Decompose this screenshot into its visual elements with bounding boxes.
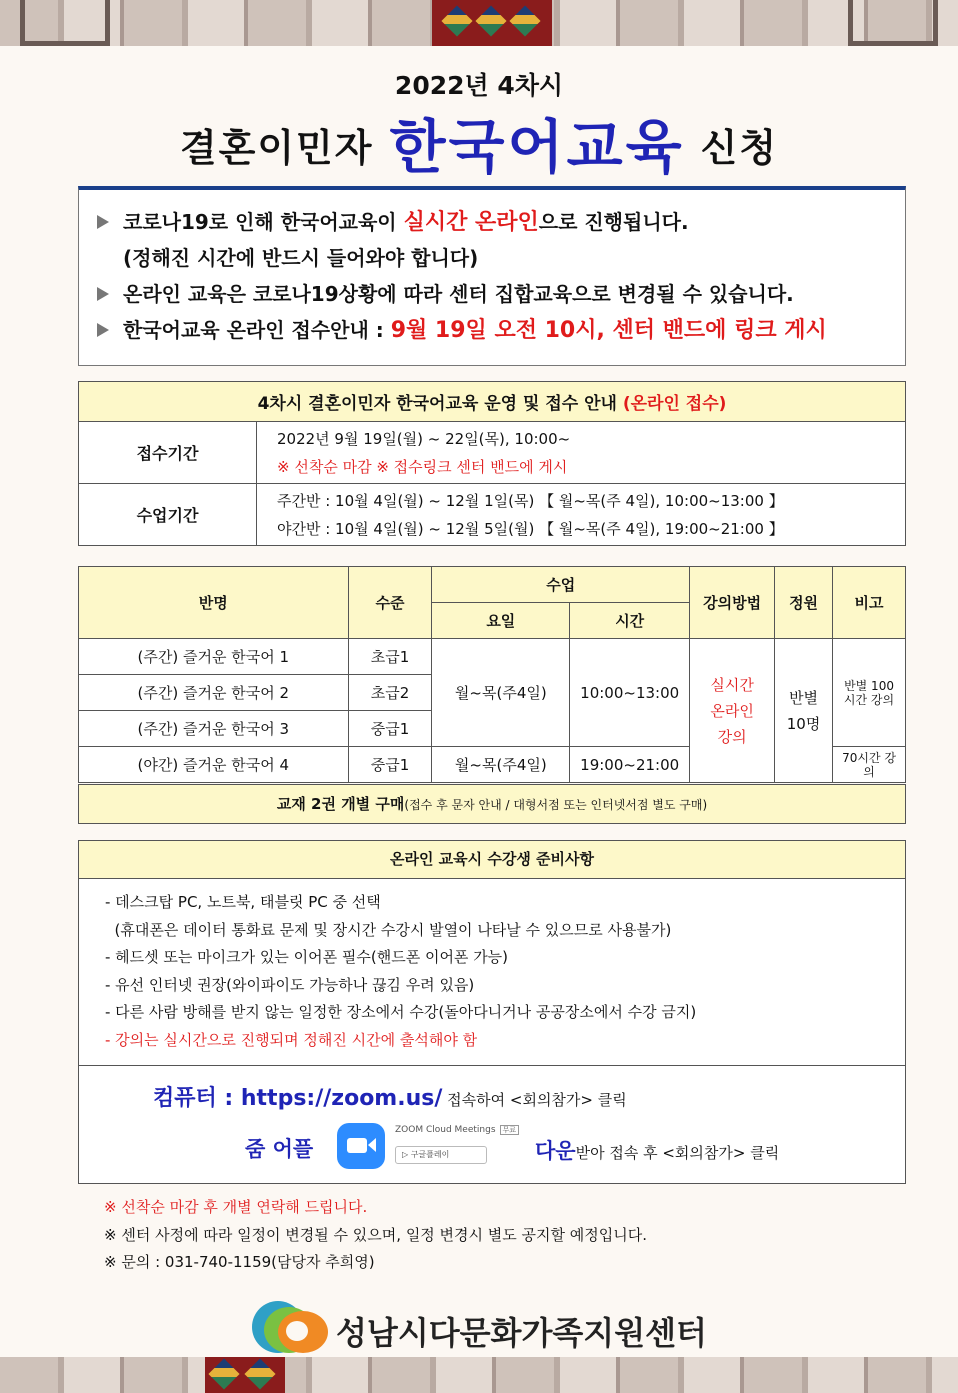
bottom-decorative-band bbox=[0, 1357, 958, 1393]
organization-name: 성남시다문화가족지원센터 bbox=[336, 1314, 707, 1352]
notice-box bbox=[78, 186, 906, 366]
footnote: ※ 센터 사정에 따라 일정이 변경될 수 있으며, 일정 변경시 별도 공지할 예정입니다. bbox=[104, 1225, 648, 1244]
preparation-title: 온라인 교육시 수강생 준비사항 bbox=[79, 841, 905, 879]
class-period-label: 수업기간 bbox=[79, 484, 257, 546]
top-decorative-band bbox=[0, 0, 958, 46]
class-level: 중급1 bbox=[348, 711, 432, 747]
title-prefix: 결혼이민자 bbox=[179, 126, 374, 170]
textbook-notice: 교재 2권 개별 구매(접수 후 문자 안내 / 대형서점 또는 인터넷서점 별도 구매) bbox=[78, 784, 906, 824]
pattern-frame bbox=[20, 0, 110, 46]
list-item: (휴대폰은 데이터 통화료 문제 및 장시간 수강시 발열이 나타날 수 있으므로 사용불가) bbox=[105, 920, 672, 939]
list-item: - 헤드셋 또는 마이크가 있는 이어폰 필수(핸드폰 이어폰 가능) bbox=[105, 948, 509, 966]
list-item: - 다른 사람 방해를 받지 않는 일정한 장소에서 수강(돌아다니거나 공공장소에서 수강 금지) bbox=[105, 1003, 697, 1021]
class-name: (주간) 즐거운 한국어 1 bbox=[79, 639, 349, 675]
registration-period-value: 2022년 9월 19일(월) ~ 22일(목), 10:00~ ※ 선착순 마감 ※ 접수링크 센터 밴드에 게시 bbox=[257, 422, 906, 484]
page-title bbox=[0, 100, 958, 184]
list-item: - 유선 인터넷 권장(와이파이도 가능하나 끊김 우려 있음) bbox=[105, 975, 475, 994]
notice-line: 한국어교육 온라인 접수안내 : 9월 19일 오전 10시, 센터 밴드에 링크 게시 bbox=[97, 312, 905, 348]
registration-info-table bbox=[78, 381, 906, 546]
header-class-name: 반명 bbox=[79, 567, 349, 639]
download-line: 다운받아 접속 후 <회의참가> 클릭 bbox=[535, 1139, 780, 1163]
poster-body bbox=[0, 46, 958, 1357]
header-note: 비고 bbox=[833, 567, 906, 639]
class-schedule-table bbox=[78, 566, 906, 783]
preparation-box bbox=[78, 840, 906, 1184]
class-day: 월~목(주4일) bbox=[432, 639, 570, 747]
class-method: 실시간 온라인 강의 bbox=[690, 639, 775, 783]
class-time: 10:00~13:00 bbox=[570, 639, 690, 747]
notice-line: 코로나19로 인해 한국어교육이 실시간 온라인으로 진행됩니다. bbox=[97, 204, 905, 240]
class-day: 월~목(주4일) bbox=[432, 747, 570, 783]
title-highlight: 한국어교육 bbox=[389, 113, 685, 181]
class-level: 초급2 bbox=[348, 675, 432, 711]
triangle-bullet-icon bbox=[97, 323, 109, 337]
year-line: 2022년 4차시 bbox=[394, 71, 564, 100]
class-level: 초급1 bbox=[348, 639, 432, 675]
google-play-badge: ▷ 구글플레이 bbox=[395, 1146, 487, 1164]
footnote: ※ 문의 : 031-740-1159(담당자 추희영) bbox=[104, 1253, 375, 1271]
table-row bbox=[79, 639, 906, 675]
class-period-value: 주간반 : 10월 4일(월) ~ 12월 1일(목) 【 월~목(주 4일), 10:00~13:00 】 야간반 : 10월 4일(월) ~ 12월 5일(월) 【 월~목(주 4일), 19:00~21:00 】 bbox=[257, 484, 906, 546]
header-method: 강의방법 bbox=[690, 567, 775, 639]
notice-line: (정해진 시간에 반드시 들어와야 합니다) bbox=[123, 246, 479, 270]
zoom-app-icon bbox=[337, 1123, 385, 1169]
header-capacity: 정원 bbox=[775, 567, 833, 639]
divider bbox=[79, 1065, 905, 1066]
registration-period-label: 접수기간 bbox=[79, 422, 257, 484]
notice-line: 온라인 교육은 코로나19상황에 따라 센터 집합교육으로 변경될 수 있습니다. bbox=[97, 276, 905, 312]
info-table-title: 4차시 결혼이민자 한국어교육 운영 및 접수 안내 (온라인 접수) bbox=[79, 382, 906, 422]
class-name: (주간) 즐거운 한국어 2 bbox=[79, 675, 349, 711]
triangle-bullet-icon bbox=[97, 287, 109, 301]
zoom-app-meta: ZOOM Cloud Meetings 무료 bbox=[395, 1125, 519, 1135]
header-level: 수준 bbox=[348, 567, 432, 639]
triangle-bullet-icon bbox=[97, 215, 109, 229]
class-note-night: 70시간 강의 bbox=[833, 747, 906, 783]
footnotes bbox=[104, 1194, 647, 1277]
zoom-app-label: 줌 어플 bbox=[245, 1137, 314, 1161]
center-logo-icon bbox=[252, 1301, 332, 1357]
class-level: 중급1 bbox=[348, 747, 432, 783]
list-item-warning: - 강의는 실시간으로 진행되며 정해진 시간에 출석해야 함 bbox=[105, 1030, 478, 1049]
class-name: (주간) 즐거운 한국어 3 bbox=[79, 711, 349, 747]
list-item: - 데스크탑 PC, 노트북, 태블릿 PC 중 선택 bbox=[105, 893, 381, 911]
pc-access-line: 컴퓨터 : https://zoom.us/ 접속하여 <회의참가> 클릭 bbox=[153, 1086, 627, 1111]
class-capacity: 반별 10명 bbox=[775, 639, 833, 783]
traditional-pattern-decoration bbox=[205, 1357, 285, 1393]
class-name: (야간) 즐거운 한국어 4 bbox=[79, 747, 349, 783]
header-day: 요일 bbox=[432, 603, 570, 639]
zoom-url-link[interactable]: 컴퓨터 : https://zoom.us/ bbox=[153, 1086, 443, 1111]
class-note-day: 반별 100시간 강의 bbox=[833, 639, 906, 747]
pattern-frame bbox=[848, 0, 938, 46]
traditional-pattern-decoration bbox=[432, 0, 552, 46]
header-lesson: 수업 bbox=[432, 567, 690, 603]
footnote: ※ 선착순 마감 후 개별 연락해 드립니다. bbox=[104, 1198, 368, 1216]
title-suffix: 신청 bbox=[700, 126, 779, 170]
header-time: 시간 bbox=[570, 603, 690, 639]
preparation-list bbox=[79, 879, 905, 1054]
class-time: 19:00~21:00 bbox=[570, 747, 690, 783]
